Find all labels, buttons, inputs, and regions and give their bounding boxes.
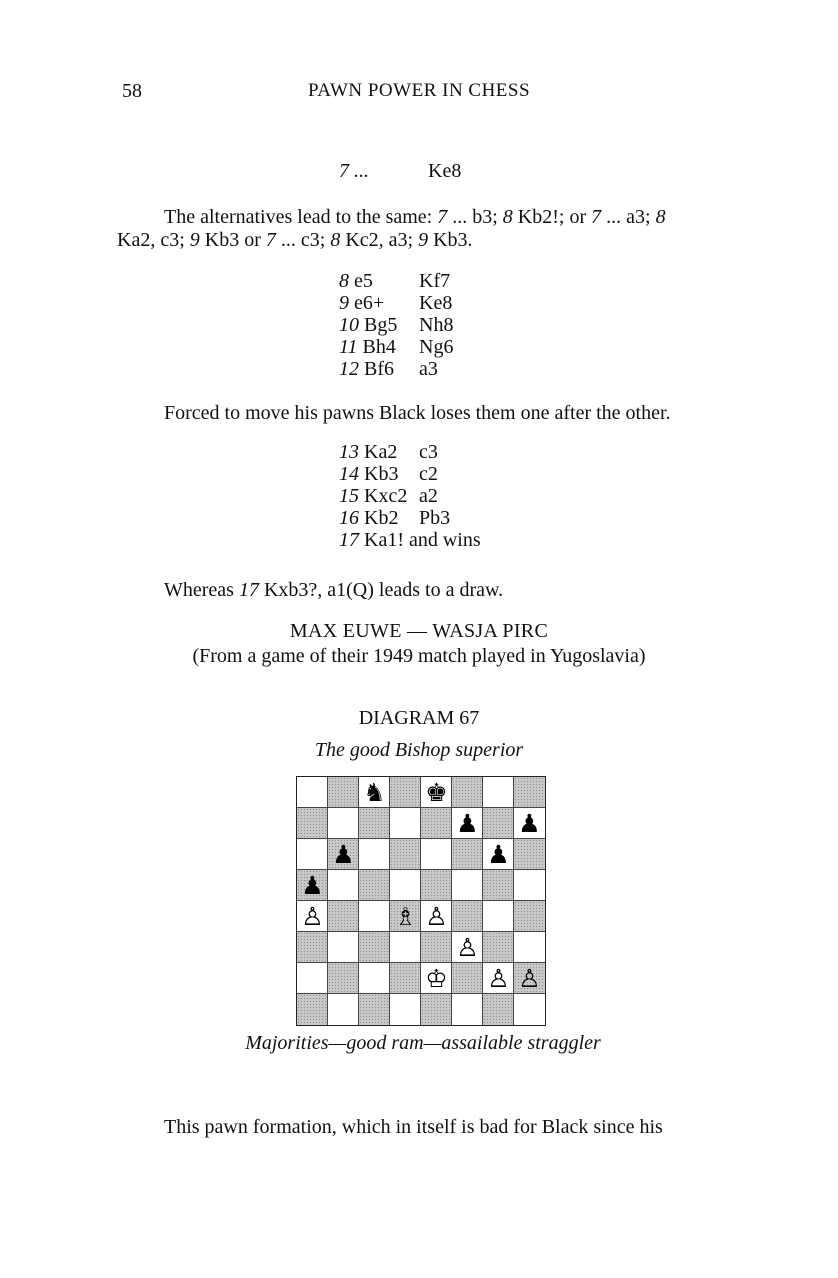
paragraph-formation: This pawn formation, which in itself is bad for Black since his <box>164 1116 663 1138</box>
square-h8 <box>514 777 545 808</box>
white-move <box>339 292 419 314</box>
text-segment: 7 <box>437 206 448 228</box>
square-g5 <box>483 870 514 901</box>
black-pawn-icon: ♟ <box>332 840 355 869</box>
white-move-text: e6+ <box>349 292 385 314</box>
white-move <box>339 485 419 507</box>
square-f1 <box>452 994 483 1025</box>
square-e2 <box>421 963 452 994</box>
text-segment: 9 <box>418 229 429 251</box>
white-move-text: Bg5 <box>359 314 398 336</box>
black-pawn-icon: ♟ <box>301 871 324 900</box>
text-segment: ... a3; <box>601 206 656 228</box>
text-segment: 8 <box>330 229 341 251</box>
black-knight-icon: ♞ <box>363 778 386 807</box>
page-number: 58 <box>122 80 142 102</box>
square-f8 <box>452 777 483 808</box>
moves-13-16 <box>339 441 450 529</box>
black-move: Ke8 <box>419 292 453 314</box>
text-segment: 8 <box>502 206 513 228</box>
white-move <box>339 336 419 358</box>
square-a2 <box>297 963 328 994</box>
white-move <box>339 314 419 336</box>
text-segment: 7 <box>591 206 602 228</box>
move-number: 8 <box>339 270 349 292</box>
text-segment: ... c3; <box>275 229 331 251</box>
square-b2 <box>328 963 359 994</box>
black-move: a3 <box>419 358 438 380</box>
square-e1 <box>421 994 452 1025</box>
square-b5 <box>328 870 359 901</box>
square-g1 <box>483 994 514 1025</box>
black-move: c2 <box>419 463 438 485</box>
white-pawn-icon: ♙ <box>301 902 324 931</box>
text-segment: Kb2!; or <box>512 206 592 228</box>
move-7-black: Ke8 <box>428 160 462 182</box>
square-e7 <box>421 808 452 839</box>
chess-diagram <box>296 776 546 1026</box>
square-g7 <box>483 808 514 839</box>
move-row <box>339 358 453 380</box>
black-pawn-icon: ♟ <box>487 840 510 869</box>
square-g4 <box>483 901 514 932</box>
move-number: 12 <box>339 358 359 380</box>
square-c8 <box>359 777 390 808</box>
text-segment: Kb3. <box>428 229 473 251</box>
white-move-text: Bh4 <box>357 336 396 358</box>
white-pawn-icon: ♙ <box>456 933 479 962</box>
text-segment: Kc2, a3; <box>340 229 419 251</box>
move-row <box>339 485 450 507</box>
square-c5 <box>359 870 390 901</box>
whereas-post: Kxb3?, a1(Q) leads to a draw. <box>258 579 504 601</box>
square-f4 <box>452 901 483 932</box>
white-move-text: Bf6 <box>359 358 394 380</box>
move-number: 10 <box>339 314 359 336</box>
paragraph-forced: Forced to move his pawns Black loses them one after the other. <box>164 402 671 424</box>
move-row <box>339 507 450 529</box>
moves-8-12 <box>339 270 453 380</box>
square-f2 <box>452 963 483 994</box>
square-g6 <box>483 839 514 870</box>
square-b6 <box>328 839 359 870</box>
diagram-title: The good Bishop superior <box>314 739 524 761</box>
move-number: 16 <box>339 507 359 529</box>
move-17-text: Ka1! and wins <box>359 529 481 551</box>
square-d7 <box>390 808 421 839</box>
black-move: Kf7 <box>419 270 451 292</box>
square-d5 <box>390 870 421 901</box>
white-king-icon: ♔ <box>425 964 448 993</box>
white-move <box>339 270 419 292</box>
square-h5 <box>514 870 545 901</box>
square-b3 <box>328 932 359 963</box>
game-players: MAX EUWE — WASJA PIRC <box>289 620 549 642</box>
square-e6 <box>421 839 452 870</box>
black-move: Ng6 <box>419 336 454 358</box>
square-e3 <box>421 932 452 963</box>
square-f3 <box>452 932 483 963</box>
move-number: 14 <box>339 463 359 485</box>
square-h2 <box>514 963 545 994</box>
paragraph-alternatives-line-2 <box>117 225 473 256</box>
text-segment: 9 <box>189 229 200 251</box>
text-segment: 8 <box>655 206 666 228</box>
text-segment: ... b3; <box>447 206 503 228</box>
square-c6 <box>359 839 390 870</box>
white-pawn-icon: ♙ <box>487 964 510 993</box>
square-d3 <box>390 932 421 963</box>
black-pawn-icon: ♟ <box>456 809 479 838</box>
diagram-label: DIAGRAM 67 <box>358 707 480 729</box>
square-f5 <box>452 870 483 901</box>
white-move-text: e5 <box>349 270 373 292</box>
square-h7 <box>514 808 545 839</box>
square-e4 <box>421 901 452 932</box>
move-7-number: 7 ... <box>339 160 369 182</box>
black-pawn-icon: ♟ <box>518 809 541 838</box>
white-move-text: Kb3 <box>359 463 399 485</box>
square-c3 <box>359 932 390 963</box>
chess-board <box>297 777 545 1025</box>
game-source: (From a game of their 1949 match played in Yugoslavia) <box>192 645 646 667</box>
square-f7 <box>452 808 483 839</box>
square-b1 <box>328 994 359 1025</box>
white-pawn-icon: ♙ <box>518 964 541 993</box>
square-c2 <box>359 963 390 994</box>
square-a8 <box>297 777 328 808</box>
black-move: c3 <box>419 441 438 463</box>
square-c4 <box>359 901 390 932</box>
square-e8 <box>421 777 452 808</box>
black-move: Pb3 <box>419 507 451 529</box>
move-row <box>339 314 453 336</box>
white-move <box>339 463 419 485</box>
black-move: Nh8 <box>419 314 454 336</box>
square-f6 <box>452 839 483 870</box>
square-b7 <box>328 808 359 839</box>
white-move <box>339 507 419 529</box>
square-c1 <box>359 994 390 1025</box>
square-d8 <box>390 777 421 808</box>
move-row <box>339 270 453 292</box>
text-segment: 7 <box>265 229 276 251</box>
move-number: 11 <box>339 336 358 358</box>
paragraph-whereas <box>164 575 503 606</box>
whereas-move-number: 17 <box>238 579 259 601</box>
square-a7 <box>297 808 328 839</box>
square-c7 <box>359 808 390 839</box>
square-b4 <box>328 901 359 932</box>
square-g3 <box>483 932 514 963</box>
white-move-text: Kb2 <box>359 507 399 529</box>
square-a1 <box>297 994 328 1025</box>
square-g8 <box>483 777 514 808</box>
square-a4 <box>297 901 328 932</box>
white-move <box>339 441 419 463</box>
square-h6 <box>514 839 545 870</box>
square-h4 <box>514 901 545 932</box>
square-d1 <box>390 994 421 1025</box>
square-e5 <box>421 870 452 901</box>
square-a5 <box>297 870 328 901</box>
move-row <box>339 292 453 314</box>
move-17 <box>339 529 481 551</box>
square-d6 <box>390 839 421 870</box>
square-h1 <box>514 994 545 1025</box>
move-number: 15 <box>339 485 359 507</box>
move-row <box>339 336 453 358</box>
diagram-caption: Majorities—good ram—assailable straggler <box>245 1032 601 1054</box>
square-d4 <box>390 901 421 932</box>
text-segment: Kb3 or <box>199 229 266 251</box>
white-pawn-icon: ♙ <box>425 902 448 931</box>
running-title: PAWN POWER IN CHESS <box>307 80 531 101</box>
move-17-number: 17 <box>339 529 359 551</box>
white-move-text: Kxc2 <box>359 485 408 507</box>
square-d2 <box>390 963 421 994</box>
square-b8 <box>328 777 359 808</box>
text-segment: The alternatives lead to the same: <box>164 206 438 228</box>
white-move-text: Ka2 <box>359 441 398 463</box>
move-number: 9 <box>339 292 349 314</box>
square-a6 <box>297 839 328 870</box>
square-h3 <box>514 932 545 963</box>
move-row <box>339 441 450 463</box>
whereas-pre: Whereas <box>164 579 239 601</box>
square-a3 <box>297 932 328 963</box>
square-g2 <box>483 963 514 994</box>
black-move: a2 <box>419 485 438 507</box>
white-bishop-icon: ♗ <box>394 902 417 931</box>
text-segment: Ka2, c3; <box>117 229 190 251</box>
move-number: 13 <box>339 441 359 463</box>
white-move <box>339 358 419 380</box>
black-king-icon: ♚ <box>425 778 448 807</box>
move-row <box>339 463 450 485</box>
